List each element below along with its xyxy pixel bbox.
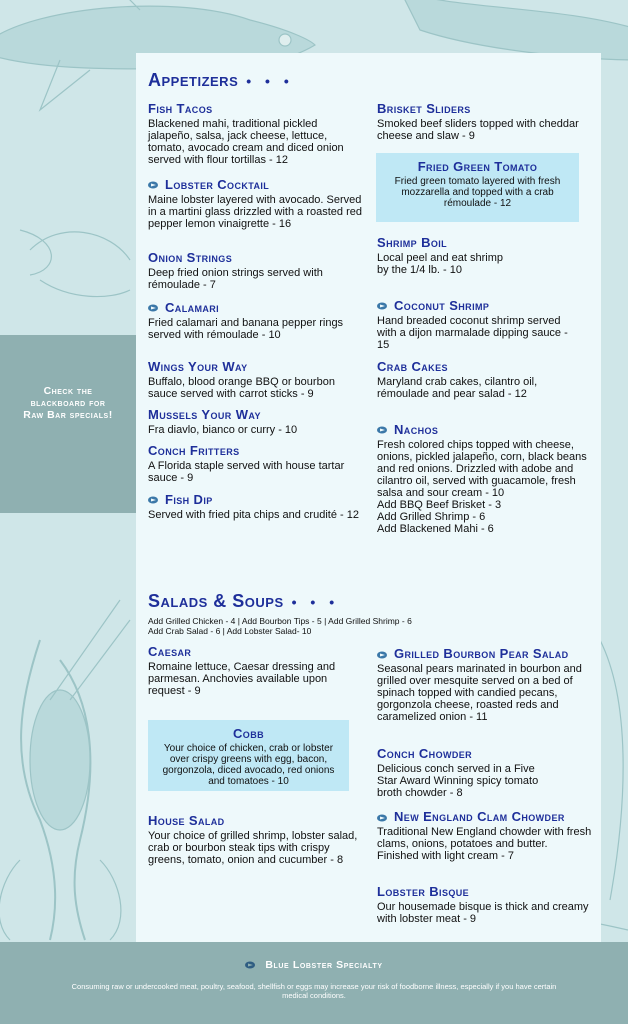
specialty-lobster-icon <box>377 426 389 434</box>
item-name: Onion Strings <box>148 250 233 265</box>
item-desc: Traditional New England chowder with fresh clams, onions, potatoes and butter. Finished with light cream - 7 <box>377 826 592 862</box>
menu-item-crab-cakes <box>377 359 587 400</box>
specialty-legend-label: Blue Lobster Specialty <box>265 959 383 971</box>
menu-item-clam-chowder <box>377 809 592 862</box>
item-name: Calamari <box>165 300 220 315</box>
item-name-row <box>148 300 363 315</box>
item-name: Caesar <box>148 644 192 659</box>
specialty-lobster-icon <box>245 961 257 969</box>
menu-item-lobster-cocktail <box>148 177 363 230</box>
item-name: Brisket Sliders <box>377 101 471 116</box>
item-name: Fish Tacos <box>148 101 213 116</box>
item-desc: Fra diavlo, bianco or curry - 10 <box>148 424 298 436</box>
item-name: Grilled Bourbon Pear Salad <box>394 646 569 661</box>
salad-addons-line: Add Crab Salad - 6 | Add Lobster Salad- 10 <box>148 626 312 636</box>
menu-item-conch-fritters <box>148 443 363 484</box>
specialty-lobster-icon <box>377 814 389 822</box>
salad-addons <box>148 616 478 636</box>
nachos-addon: Add Grilled Shrimp - 6 <box>377 511 486 523</box>
item-desc: Romaine lettuce, Caesar dressing and parmesan. Anchovies available upon request - 9 <box>148 661 336 697</box>
nachos-addon: Add BBQ Beef Brisket - 3 <box>377 499 502 511</box>
item-name: Shrimp Boil <box>377 235 448 250</box>
salads-title: Salads & Soups <box>148 591 284 611</box>
item-desc: Seasonal pears marinated in bourbon and grilled over mesquite served on a bed of spinach topped with candied pecans, gorgonzola cheese, roasted reds and caramelized onion - 11 <box>377 663 582 723</box>
item-name: Lobster Bisque <box>377 884 470 899</box>
item-name-row <box>377 809 592 824</box>
item-name: Conch Fritters <box>148 443 240 458</box>
item-desc: Delicious conch served in a Five Star Award Winning spicy tomato broth chowder - 8 <box>377 763 539 799</box>
item-name: Lobster Cocktail <box>165 177 270 192</box>
menu-item-brisket-sliders <box>377 101 587 142</box>
item-desc: Our housemade bisque is thick and creamy with lobster meat - 9 <box>377 901 589 925</box>
raw-bar-note: Check the blackboard for Raw Bar specials! <box>23 385 113 421</box>
item-name: Coconut Shrimp <box>394 298 490 313</box>
item-name: Fried Green Tomato <box>417 159 538 174</box>
item-desc: Deep fried onion strings served with rémoulade - 7 <box>148 267 323 291</box>
item-desc: Fried green tomato layered with fresh mozzarella and topped with a crab rémoulade - 12 <box>394 176 561 209</box>
specialty-lobster-icon <box>377 651 389 659</box>
item-desc: Local peel and eat shrimp by the 1/4 lb. - 10 <box>377 252 503 276</box>
featured-cobb <box>148 720 349 791</box>
item-desc: Smoked beef sliders topped with cheddar cheese and slaw - 9 <box>377 118 579 142</box>
menu-item-calamari <box>148 300 363 341</box>
specialty-lobster-icon <box>148 181 160 189</box>
specialty-lobster-icon <box>148 304 160 312</box>
featured-fried-green-tomato <box>376 153 579 222</box>
item-desc: Fresh colored chips topped with cheese, onions, pickled jalapeño, corn, black beans and red onions. Drizzled with adobe and cilantro oil, served with guacamole, fresh salsa and sour cream - 10 <box>377 439 587 499</box>
item-desc: Buffalo, blood orange BBQ or bourbon sauce served with carrot sticks - 9 <box>148 376 335 400</box>
appetizers-title: Appetizers <box>148 70 239 90</box>
menu-item-shrimp-boil <box>377 235 587 276</box>
item-name-row <box>377 422 592 437</box>
item-name-row <box>377 646 592 661</box>
item-desc: Fried calamari and banana pepper rings served with rémoulade - 10 <box>148 317 344 341</box>
health-disclaimer: Consuming raw or undercooked meat, poultry, seafood, shellfish or eggs may increase your risk of foodborne illness, especially if you have certain medical conditions. <box>71 982 557 1000</box>
item-desc: Blackened mahi, traditional pickled jalapeño, salsa, jack cheese, lettuce, tomato, avocado cream and diced onion served with flour tortillas - 12 <box>148 118 344 166</box>
specialty-legend <box>0 959 628 971</box>
item-name-row <box>148 177 363 192</box>
heading-dots: • • • <box>291 594 340 610</box>
item-name: Nachos <box>394 422 439 437</box>
menu-item-fish-tacos <box>148 101 363 166</box>
item-desc: Maryland crab cakes, cilantro oil, rémoulade and pear salad - 12 <box>377 376 538 400</box>
menu-item-lobster-bisque <box>377 884 592 925</box>
menu-item-house-salad <box>148 813 363 866</box>
item-name-row <box>148 492 363 507</box>
item-desc: Served with fried pita chips and crudité - 12 <box>148 509 359 521</box>
item-name: Crab Cakes <box>377 359 448 374</box>
menu-item-mussels <box>148 407 363 436</box>
item-desc: Your choice of chicken, crab or lobster over crispy greens with egg, bacon, gorgonzola, diced avocado, red onions and tomatoes - 10 <box>162 743 335 787</box>
menu-item-caesar <box>148 644 363 697</box>
menu-item-onion-strings <box>148 250 363 291</box>
item-desc: A Florida staple served with house tartar sauce - 9 <box>148 460 345 484</box>
item-desc: Your choice of grilled shrimp, lobster salad, crab or bourbon steak tips with crispy greens, tomato, onion and cucumber - 8 <box>148 830 358 866</box>
menu-item-conch-chowder <box>377 746 592 799</box>
salad-addons-line: Add Grilled Chicken - 4 | Add Bourbon Tips - 5 | Add Grilled Shrimp - 6 <box>148 616 412 626</box>
side-note-band <box>0 335 136 513</box>
item-name-row <box>377 298 577 313</box>
menu-item-nachos <box>377 422 592 535</box>
specialty-lobster-icon <box>148 496 160 504</box>
appetizers-heading <box>148 70 294 91</box>
salads-heading <box>148 591 339 612</box>
item-name: New England Clam Chowder <box>394 809 565 824</box>
item-name: Mussels Your Way <box>148 407 261 422</box>
item-name: Cobb <box>233 726 264 741</box>
item-name: House Salad <box>148 813 225 828</box>
item-desc: Hand breaded coconut shrimp served with a dijon marmalade dipping sauce - 15 <box>377 315 568 351</box>
nachos-addon: Add Blackened Mahi - 6 <box>377 523 494 535</box>
menu-item-bourbon-pear-salad <box>377 646 592 723</box>
menu-item-fish-dip <box>148 492 363 521</box>
menu-item-coconut-shrimp <box>377 298 577 351</box>
item-desc: Maine lobster layered with avocado. Served in a martini glass drizzled with a roasted red pepper lemon vinaigrette - 16 <box>148 194 362 230</box>
specialty-lobster-icon <box>377 302 389 310</box>
menu-item-wings <box>148 359 363 400</box>
item-name: Fish Dip <box>165 492 213 507</box>
item-name: Wings Your Way <box>148 359 248 374</box>
item-name: Conch Chowder <box>377 746 473 761</box>
heading-dots: • • • <box>246 73 294 89</box>
